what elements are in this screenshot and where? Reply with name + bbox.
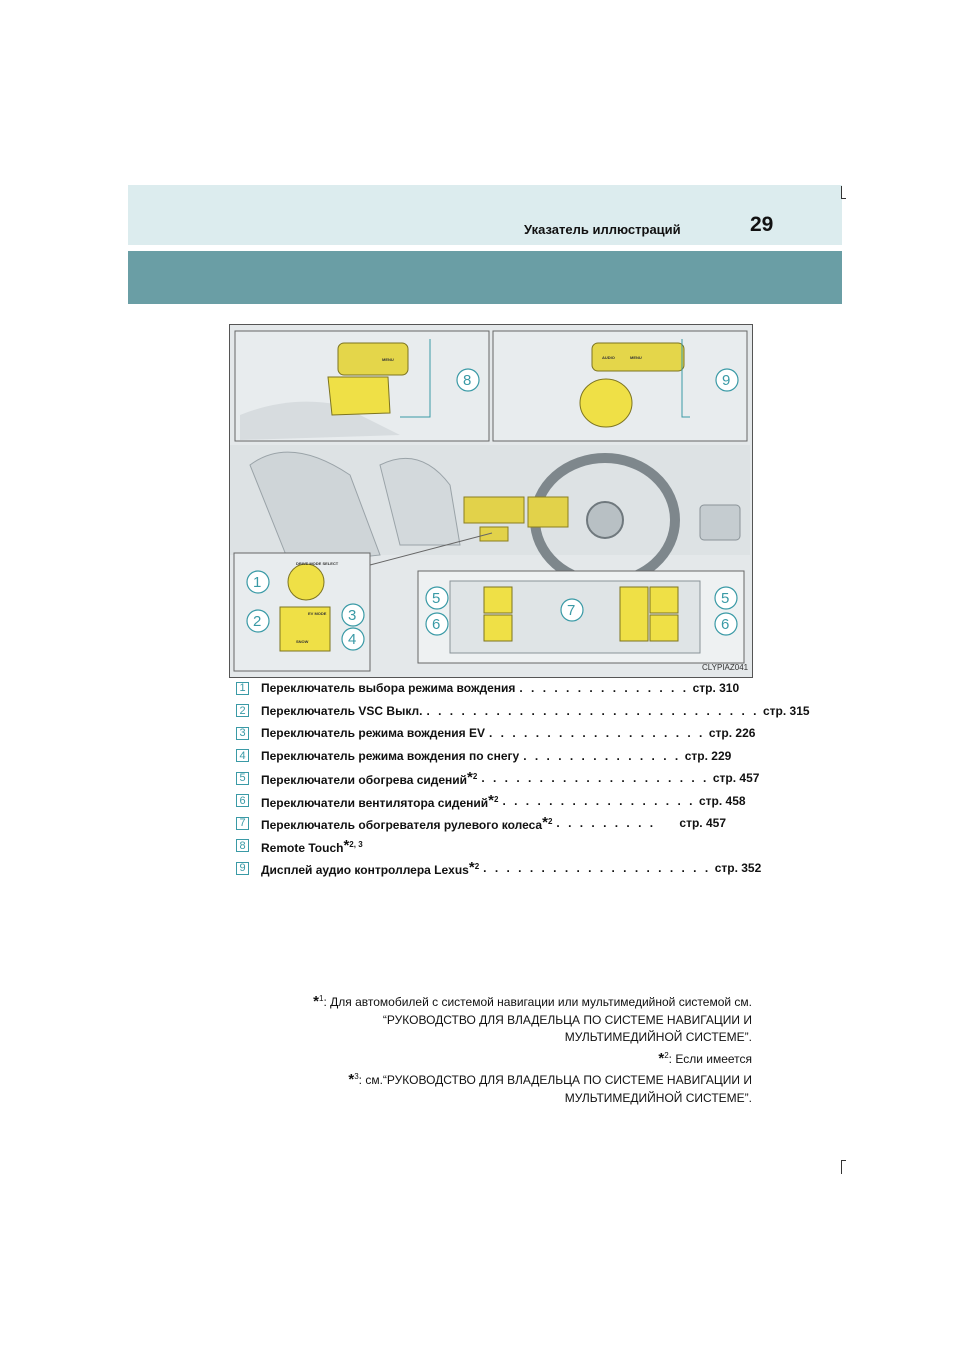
callout-5-right: [715, 587, 737, 609]
audio-label: AUDIO: [602, 355, 615, 360]
item-text: Переключатель режима вождения EV: [261, 726, 486, 741]
remote-touch-buttons: [338, 343, 408, 375]
svg-text:6: 6: [432, 616, 441, 633]
list-item: [236, 677, 740, 700]
console-audio-controller: [528, 497, 568, 527]
figure-code: CLYPIAZ041: [702, 663, 749, 672]
footnote-1-line-3: МУЛЬТИМЕДИЙНОЙ СИСТЕМЕ”.: [564, 1030, 752, 1044]
footnote-3-line-2: МУЛЬТИМЕДИЙНОЙ СИСТЕМЕ”.: [564, 1090, 752, 1105]
item-number: 4: [236, 749, 249, 762]
callout-6-right: [715, 613, 737, 635]
item-number: 7: [236, 817, 249, 830]
item-page: стр. 457: [712, 771, 760, 786]
teal-band: [128, 251, 842, 304]
header-band: [128, 185, 842, 245]
list-item: [236, 812, 726, 835]
item-dots: . . . . . . . . . . . . . . . . .: [502, 793, 695, 808]
item-page: стр. 315: [762, 703, 810, 718]
audio-menu-label: MENU: [630, 355, 642, 360]
item-number: 9: [236, 862, 249, 875]
crop-mark-top-tick: [841, 198, 846, 199]
item-dots: . . . . . . . . . . . . . . . . . . .: [489, 726, 705, 741]
item-dots: . . . . . . . . . . . . . . . . . . . .: [481, 771, 709, 786]
item-text: Переключатель VSC Выкл.: [261, 703, 423, 718]
callout-1: [247, 571, 269, 593]
item-number: 3: [236, 727, 249, 740]
crop-mark-bottom: [841, 1160, 842, 1174]
item-page: стр. 458: [698, 793, 746, 808]
svg-text:1: 1: [253, 574, 262, 591]
remote-touch-pad: [328, 377, 390, 415]
list-item: [236, 700, 810, 723]
interior-illustration: [229, 324, 753, 678]
item-number: 8: [236, 839, 249, 852]
ev-label: EV MODE: [308, 611, 327, 616]
svg-text:5: 5: [721, 590, 730, 607]
steering-hub: [587, 502, 623, 538]
item-number: 1: [236, 682, 249, 695]
list-item: [236, 790, 746, 813]
callout-2: [247, 610, 269, 632]
item-page: стр. 229: [684, 748, 732, 763]
callout-5-left: [426, 587, 448, 609]
page-number: 29: [750, 213, 774, 236]
list-item: [236, 745, 732, 768]
right-heater-button: [650, 587, 678, 613]
item-page: стр. 457: [679, 816, 726, 831]
svg-text:8: 8: [463, 372, 472, 389]
list-item: [236, 767, 760, 790]
crop-mark-bottom-tick: [841, 1160, 846, 1161]
svg-text:3: 3: [348, 607, 357, 624]
dash-vent: [700, 505, 740, 540]
right-vent-button: [650, 615, 678, 641]
svg-text:6: 6: [721, 616, 730, 633]
callout-3: [342, 604, 364, 626]
left-heater-button: [484, 587, 512, 613]
interior-drawing: [230, 325, 752, 677]
callout-8: [457, 369, 479, 391]
callout-9: [716, 369, 738, 391]
item-number: 5: [236, 772, 249, 785]
item-dots: . . . . . . . . . . . . . . .: [519, 681, 689, 696]
left-vent-button: [484, 615, 512, 641]
svg-text:9: 9: [722, 372, 731, 389]
footnote-2: *$^2$: Если имеется: [658, 1049, 752, 1067]
wheel-heater-button: [620, 587, 648, 641]
footnote-3: *$^3$: см.“РУКОВОДСТВО ДЛЯ ВЛАДЕЛЬЦА ПО СИСТЕМЕ НАВИГАЦИИ И: [348, 1071, 752, 1088]
item-text: Дисплей аудио контроллера Lexus*$^2$: [261, 859, 480, 878]
svg-text:7: 7: [567, 602, 576, 619]
item-dots: . . . . . . . . .: [556, 816, 656, 831]
mode-select-label: DRIVE MODE SELECT: [296, 561, 339, 566]
snow-label: SNOW: [296, 639, 309, 644]
footnotes: [240, 990, 752, 1107]
item-dots: . . . . . . . . . . . . . .: [523, 748, 681, 763]
item-page: стр. 310: [692, 681, 740, 696]
remote-menu-label: MENU: [382, 357, 394, 362]
item-text: Remote Touch*$^{2, 3}$: [261, 836, 363, 855]
list-item: [236, 857, 762, 880]
item-list: [236, 677, 810, 880]
item-number: 2: [236, 704, 249, 717]
item-dots: . . . . . . . . . . . . . . . . . . . . . . . . . . . . .: [426, 703, 759, 718]
item-text: Переключатели обогрева сидений*$^2$: [261, 769, 478, 788]
list-item: [236, 835, 726, 858]
callout-4: [342, 628, 364, 650]
item-text: Переключатель обогревателя рулевого колеса*$^2$: [261, 814, 553, 833]
svg-text:5: 5: [432, 590, 441, 607]
item-page: стр. 352: [714, 861, 762, 876]
item-text: Переключатель выбора режима вождения: [261, 681, 516, 696]
svg-text:2: 2: [253, 613, 262, 630]
item-text: Переключатель режима вождения по снегу: [261, 748, 520, 763]
console-touchpad: [464, 497, 524, 523]
footnote-1-line-2: “РУКОВОДСТВО ДЛЯ ВЛАДЕЛЬЦА ПО СИСТЕМЕ НАВИГАЦИИ И: [382, 1012, 752, 1027]
callout-7: [561, 599, 583, 621]
console-mode-select: [480, 527, 508, 541]
item-dots: . . . . . . . . . . . . . . . . . . . .: [483, 861, 711, 876]
svg-text:4: 4: [348, 631, 357, 648]
item-page: стр. 226: [708, 726, 756, 741]
mode-select-knob: [288, 564, 324, 600]
item-number: 6: [236, 794, 249, 807]
audio-knob: [580, 379, 632, 427]
section-title: Указатель иллюстраций: [524, 222, 681, 237]
list-item: [236, 722, 756, 745]
callout-6-left: [426, 613, 448, 635]
footnote-1: *$^1$: Для автомобилей с системой навигации или мультимедийной системой см.: [313, 993, 752, 1010]
item-text: Переключатели вентилятора сидений*$^2$: [261, 791, 499, 810]
